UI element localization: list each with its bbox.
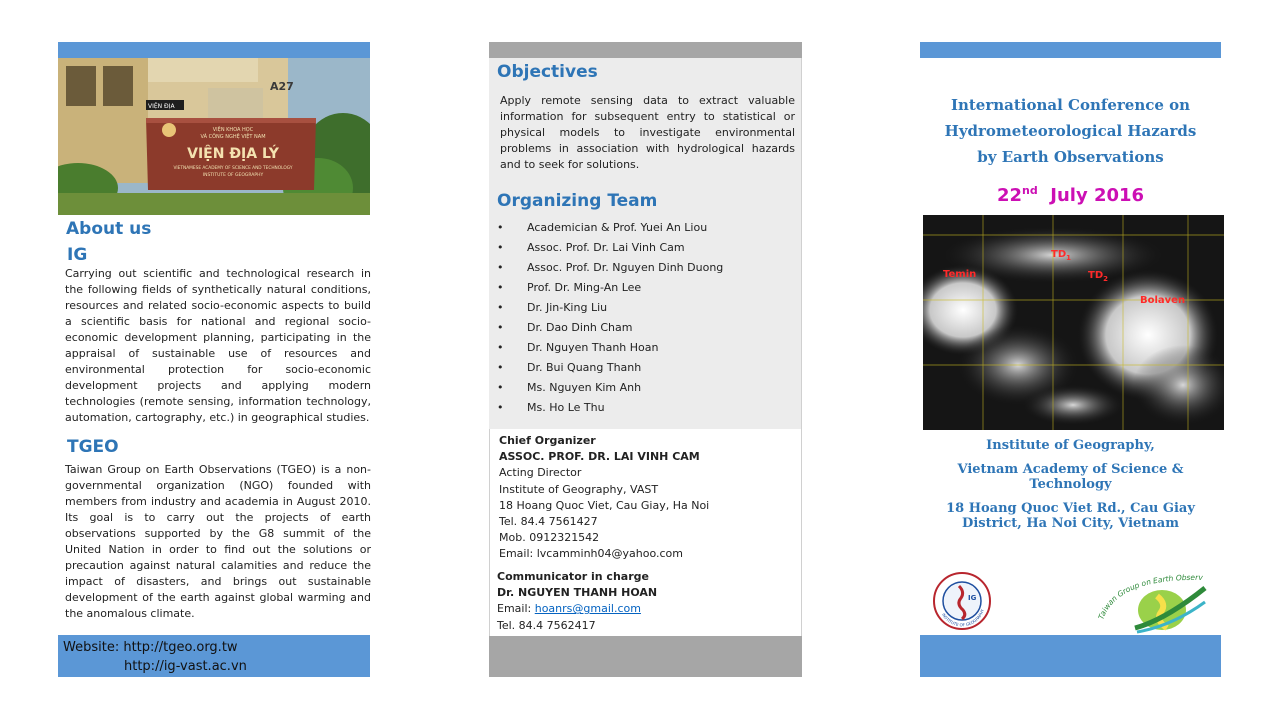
ig-logo-text: INSTITUTE OF GEOGRAPHY — [940, 608, 986, 628]
team-member — [497, 300, 797, 320]
chief-tel: Tel. 84.4 7561427 — [499, 515, 598, 529]
institute-block — [920, 438, 1221, 531]
tgeo-heading: TGEO — [67, 437, 119, 457]
team-member-name: Assoc. Prof. Dr. Nguyen Dinh Duong — [527, 261, 724, 274]
inst-line-1: Institute of Geography, — [986, 438, 1155, 453]
sat-label-td1: TD — [1051, 249, 1067, 260]
team-member-name: Dr. Bui Quang Thanh — [527, 361, 642, 374]
team-member-name: Dr. Nguyen Thanh Hoan — [527, 341, 659, 354]
stone-title: VIỆN ĐỊA LÝ — [187, 146, 279, 162]
team-member-name: Prof. Dr. Ming-An Lee — [527, 281, 642, 294]
inst-line-3: Technology — [1029, 477, 1112, 492]
communicator-block — [497, 569, 797, 634]
date-suffix: nd — [1022, 184, 1038, 197]
stone-line-4: INSTITUTE OF GEOGRAPHY — [202, 173, 264, 178]
organizing-team-heading: Organizing Team — [497, 191, 658, 211]
inst-line-2: Vietnam Academy of Science & — [957, 462, 1184, 477]
stone-line-2: VÀ CÔNG NGHỆ VIỆT NAM — [200, 134, 266, 140]
website-ig[interactable]: http://ig-vast.ac.vn — [124, 659, 247, 674]
team-member — [497, 380, 797, 400]
middle-right-border — [801, 58, 802, 636]
team-member-name: Academician & Prof. Yuei An Liou — [527, 221, 708, 234]
ig-logo — [932, 570, 992, 634]
bullet: • — [497, 221, 504, 234]
website-tgeo[interactable]: Website: http://tgeo.org.tw — [63, 640, 238, 655]
about-us-heading: About us — [66, 219, 152, 239]
objectives-heading: Objectives — [497, 62, 598, 82]
team-member — [497, 340, 797, 360]
team-member — [497, 280, 797, 300]
team-member — [497, 320, 797, 340]
satellite-image — [923, 215, 1224, 430]
communicator-name: Dr. NGUYEN THANH HOAN — [497, 586, 658, 600]
bullet: • — [497, 281, 504, 294]
svg-text:IG: IG — [968, 594, 977, 602]
team-member-name: Dr. Dao Dinh Cham — [527, 321, 633, 334]
sat-label-td2: TD — [1088, 270, 1104, 281]
team-member — [497, 260, 797, 280]
chief-mob: Mob. 0912321542 — [499, 531, 600, 545]
inst-line-4: 18 Hoang Quoc Viet Rd., Cau Giay — [946, 501, 1195, 516]
title-line-3: by Earth Observations — [977, 148, 1164, 166]
team-member — [497, 220, 797, 240]
communicator-tel: Tel. 84.4 7562417 — [497, 618, 596, 632]
tgeo-description: Taiwan Group on Earth Observations (TGEO) is a non-governmental organization (NGO) founded with members from industry and academia in August 2010. Its goal is to carry out the projects of earth observations supported by the G8 summit of the United Nation in order to find out the solutions or precaution against natural calamities and reduce the impact of disasters, and brings out sustainable development of the earth against global warming and the anomalous climate. — [65, 463, 371, 620]
ig-description: Carrying out scientific and technological research in the following fields of synthetically natural conditions, resources and related socio-economic aspects to build a scientific basis for national and regional socio-economic development planning, participating in the appraisal of sustainable use of resources and environmental protection for socio-economic development projects and applying modern technologies (remote sensing, information technology, automation, cartography, etc.) in geographical studies. — [65, 267, 371, 424]
sat-label-temin: Temin — [943, 269, 977, 280]
team-member — [497, 360, 797, 380]
team-member — [497, 240, 797, 260]
bullet: • — [497, 361, 504, 374]
chief-org: Institute of Geography, VAST — [499, 482, 659, 496]
team-member — [497, 400, 797, 420]
team-list — [497, 220, 797, 420]
sat-label-bolaven: Bolaven — [1140, 295, 1186, 306]
building-sign-text: A27 — [270, 80, 294, 93]
date-day: 22 — [996, 185, 1022, 206]
right-bottom-bar — [920, 635, 1221, 677]
communicator-email-row — [497, 601, 797, 617]
communicator-email-link[interactable]: hoanrs@gmail.com — [534, 602, 641, 616]
middle-left-border — [489, 429, 490, 636]
team-member-name: Dr. Jin-King Liu — [527, 301, 608, 314]
chief-name: ASSOC. PROF. DR. LAI VINH CAM — [499, 450, 700, 464]
shop-sign-text: VIỆN ĐỊA — [148, 103, 175, 110]
email-label: Email: — [497, 602, 535, 616]
sat-label-td1-sub: 1 — [1066, 254, 1071, 262]
stone-line-1: VIỆN KHOA HỌC — [212, 127, 254, 133]
stone-line-3: VIETNAMESE ACADEMY OF SCIENCE AND TECHNOLOGY — [173, 166, 293, 171]
left-top-bar — [58, 42, 370, 58]
chief-email: Email: lvcamminh04@yahoo.com — [499, 547, 683, 561]
chief-organizer-block — [499, 433, 799, 563]
tgeo-logo-text: Taiwan Group on Earth Observ — [1097, 572, 1203, 621]
bullet: • — [497, 341, 504, 354]
team-member-name: Ms. Ho Le Thu — [527, 401, 605, 414]
title-line-1: International Conference on — [950, 96, 1191, 114]
sat-label-td2-sub: 2 — [1103, 275, 1108, 283]
bullet: • — [497, 401, 504, 414]
conference-date — [920, 184, 1221, 206]
tgeo-logo — [1097, 568, 1212, 636]
bullet: • — [497, 321, 504, 334]
middle-bottom-bar — [489, 636, 802, 677]
team-member-name: Assoc. Prof. Dr. Lai Vinh Cam — [527, 241, 685, 254]
inst-line-5: District, Ha Noi City, Vietnam — [962, 516, 1179, 531]
bullet: • — [497, 241, 504, 254]
right-top-bar — [920, 42, 1221, 58]
bullet: • — [497, 261, 504, 274]
chief-role: Acting Director — [499, 466, 582, 480]
ig-heading: IG — [67, 245, 88, 265]
middle-top-bar — [489, 42, 802, 58]
objectives-text: Apply remote sensing data to extract valuable information for subsequent entry to statistical or physical models to investigate environmental problems in association with hydrological hazards and to seek for solutions. — [500, 94, 795, 171]
chief-address: 18 Hoang Quoc Viet, Cau Giay, Ha Noi — [499, 498, 710, 512]
conference-title — [920, 92, 1221, 170]
communicator-label: Communicator in charge — [497, 570, 649, 583]
chief-label: Chief Organizer — [499, 434, 596, 447]
institute-photo — [58, 58, 370, 215]
date-rest: July 2016 — [1050, 185, 1145, 206]
bullet: • — [497, 381, 504, 394]
team-member-name: Ms. Nguyen Kim Anh — [527, 381, 642, 394]
title-line-2: Hydrometeorological Hazards — [944, 122, 1197, 140]
bullet: • — [497, 301, 504, 314]
